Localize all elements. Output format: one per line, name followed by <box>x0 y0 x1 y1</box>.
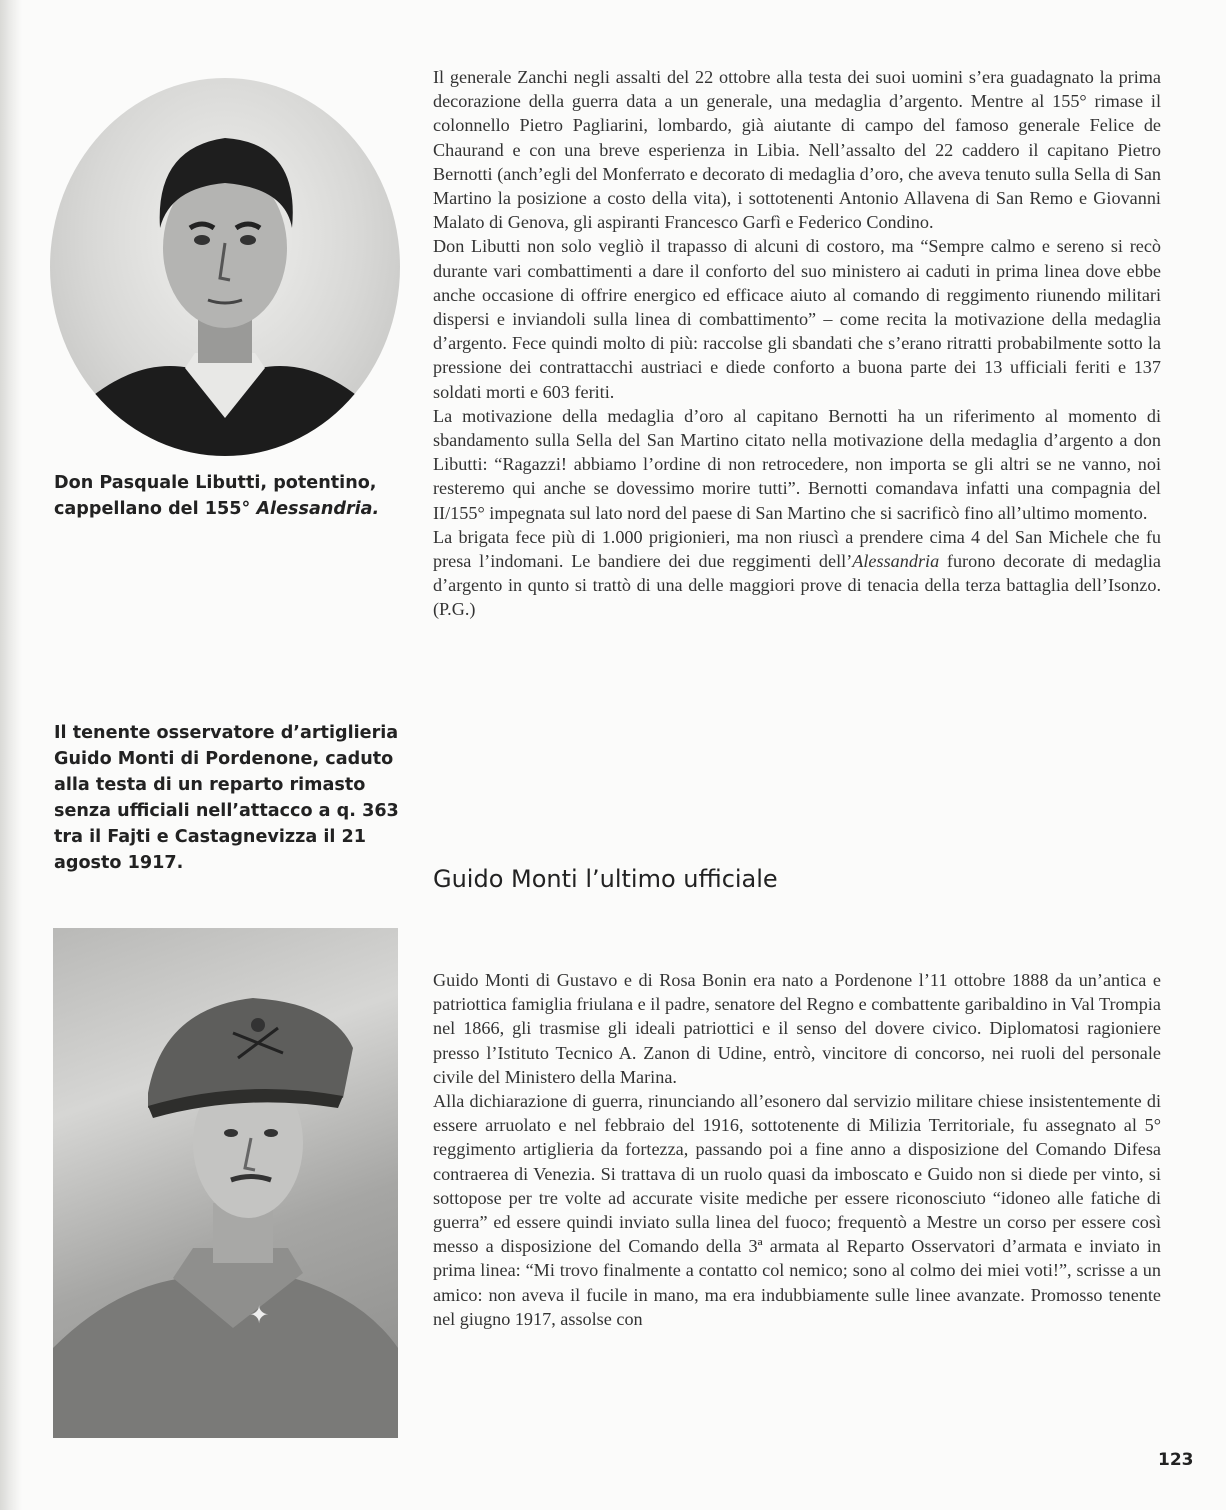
portrait-monti-drawing <box>53 928 398 1438</box>
page-number: 123 <box>1158 1450 1194 1470</box>
caption-libutti-italic: Alessandria. <box>256 499 380 519</box>
caption-libutti-text: Don Pasquale Libutti, potentino, cappellano del 155° <box>54 473 377 519</box>
caption-libutti <box>54 470 406 522</box>
svg-text:✦: ✦ <box>249 1301 270 1329</box>
section2-paragraph-2: Alla dichiarazione di guerra, rinunciando all’esonero dal servizio militare chiese insistentemente di essere arruolato e nel febbraio del 1916, sottotenente di Milizia Territoriale, fu assegnato al 5° reggimento artiglieria da fortezza, passando poi a fine anno a disposizione del Comando Difesa contraerea di Venezia. Si trattava di un ruolo quasi da imboscato e Guido non si diede per vinto, si sottopose per tre volte ad accurate visite mediche per essere riconosciuto “idoneo alle fatiche di guerra” ed essere quindi inviato sulla linea del fuoco; frequentò a Mestre un corso per essere così messo a disposizione del Comando della 3ª armata al Reparto Osservatori d’armata e inviato in prima linea: “Mi trovo finalmente a contatto col nemico; sono al colmo dei miei voti!”, scrisse a un amico: non aveva il fucile in mano, ma era indubbiamente sulle linee avanzate. Promosso tenente nel giugno 1917, assolse con <box>433 1091 1161 1329</box>
section1-paragraph-1: Il generale Zanchi negli assalti del 22 ottobre alla testa dei suoi uomini s’era guadagnato la prima decorazione della guerra data a un generale, una medaglia d’argento. Mentre al 155° rimase il colonnello Pietro Pagliarini, lombardo, già aiutante di campo del famoso generale Felice de Chaurand e con una breve esperienza in Libia. Nell’assalto del 22 caddero il capitano Pietro Bernotti (anch’egli del Monferrato e decorato di medaglia d’oro, che aveva tenuto sulla Sella di San Martino la posizione a costo della vita), i sottotenenti Antonio Allavena di San Remo e Giovanni Malato di Genova, gli aspiranti Francesco Garfì e Federico Condino. <box>433 67 1161 233</box>
book-spine-shadow <box>0 0 22 1510</box>
portrait-libutti <box>50 78 400 456</box>
caption-monti: Il tenente osservatore d’artiglieria Guido Monti di Pordenone, caduto alla testa di un reparto rimasto senza ufficiali nell’attacco a q. 363 tra il Fajti e Castagnevizza il 21 agosto 1917. <box>54 723 399 873</box>
section1-paragraph-3: La motivazione della medaglia d’oro al capitano Bernotti ha un riferimento al momento di sbandamento sulla Sella del San Martino citato nella motivazione della medaglia d’argento a don Libutti: “Ragazzi! abbiamo l’ordine di non retrocedere, non importa se gli altri se ne vanno, noi resteremo qui anche se dovessimo morire tutti”. Bernotti comandava infatti una compagnia del II/155° impegnata sul lato nord del paese di San Martino che si sacrificò fino all’ultimo momento. <box>433 405 1161 523</box>
portrait-libutti-drawing <box>50 78 400 456</box>
section1-paragraph-4b: furono decorate di medaglia d’argento in qunto si trattò di una delle maggiori prove di tenacia della terza battaglia dell’Isonzo. (P.G.) <box>433 551 1161 620</box>
section1-paragraph-4-italic: Alessandria <box>852 551 940 572</box>
section1-paragraph-2: Don Libutti non solo vegliò il trapasso di alcuni di costoro, ma “Sempre calmo e sereno si recò durante vari combattimenti a dare il conforto del suo ministero ai caduti in prima linea dove ebbe anche occasione di offrire energico ed efficace aiuto al comando di reggimento riunendo militari dispersi e inviandoli sulla linea di combattimento” – come recita la motivazione della medaglia d’argento. Fece quindi molto di più: raccolse gli sbandati che s’erano ritratti probabilmente sotto la pressione dei contrattacchi austriaci e diede conforto a buona parte dei 13 ufficiali feriti e 137 soldati morti e 603 feriti. <box>433 236 1161 402</box>
section1-paragraph-4a: La brigata fece più di 1.000 prigionieri, ma non riuscì a prendere cima 4 del San Michele che fu presa l’indomani. Le bandiere dei due reggimenti dell’ <box>433 526 1161 572</box>
section2-paragraph-1: Guido Monti di Gustavo e di Rosa Bonin era nato a Pordenone l’11 ottobre 1888 da un’antica e patriottica famiglia friulana e il padre, senatore del Regno e combattente garibaldino in Val Trompia nel 1866, gli trasmise gli ideali patriottici e il senso del dovere civico. Diplomatosi ragioniere presso l’Istituto Tecnico A. Zanon di Udine, entrò, vincitore di concorso, nei ruoli del personale civile del Ministero della Marina. <box>433 970 1161 1087</box>
section-heading: Guido Monti l’ultimo ufficiale <box>433 865 778 893</box>
section1-paragraph-4 <box>433 525 1161 622</box>
portrait-monti <box>53 928 398 1438</box>
section1-body <box>433 65 1161 622</box>
section2-body <box>433 968 1161 1331</box>
